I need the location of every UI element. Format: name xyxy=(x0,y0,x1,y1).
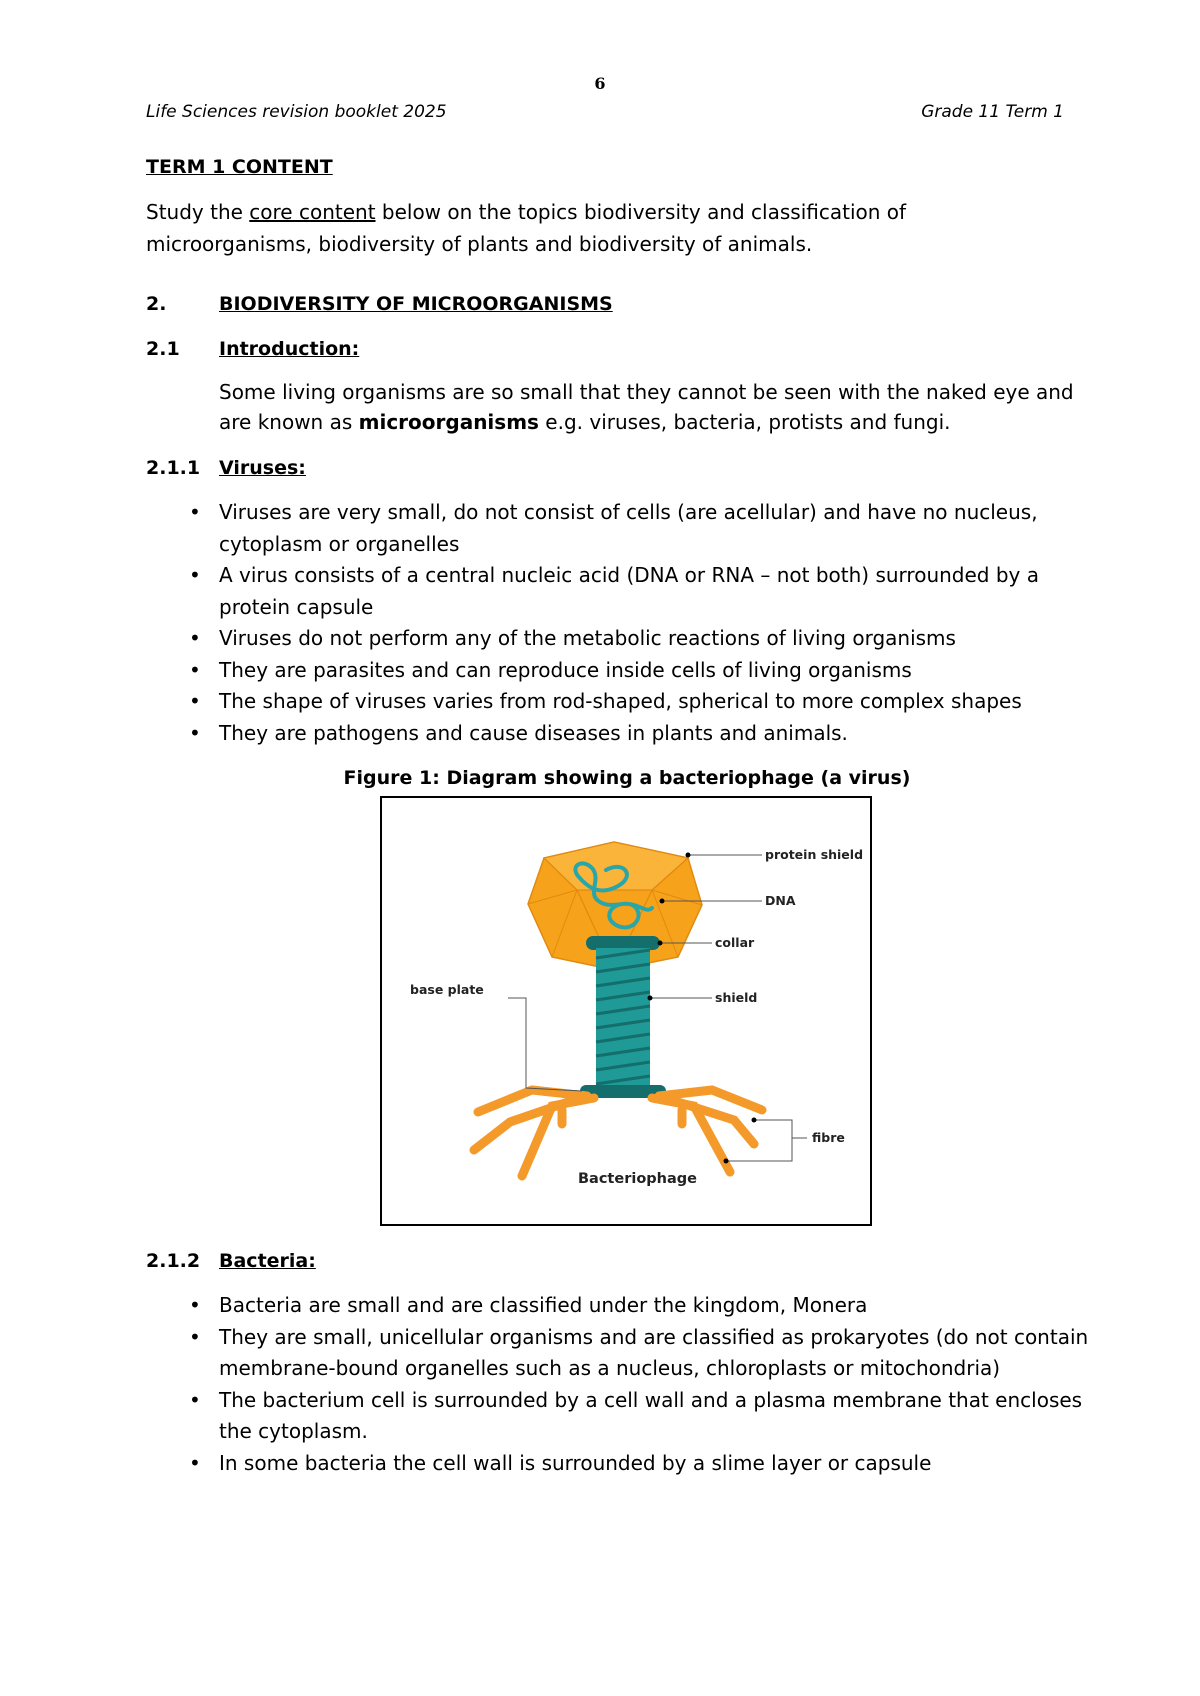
list-item: • They are small, unicellular organisms and are classified as prokaryotes (do not contain membrane-bound organelles such as a nucleus, chloroplasts or mitochondria) xyxy=(219,1322,1109,1385)
label-dna: DNA xyxy=(765,893,796,908)
section-2-1-number: 2.1 xyxy=(146,338,180,360)
section-2-1-2-number: 2.1.2 xyxy=(146,1250,201,1272)
section-2-number: 2. xyxy=(146,293,167,315)
section-2-1-1-number: 2.1.1 xyxy=(146,457,201,479)
page-number: 6 xyxy=(594,74,606,93)
microorganisms-term: microorganisms xyxy=(358,410,539,434)
section-2-1-2-title: Bacteria: xyxy=(219,1250,316,1272)
intro-text-end: below on the topics biodiversity and classification of microorganisms, biodiversity of plants and biodiversity of animals. xyxy=(146,200,907,256)
list-item: • They are parasites and can reproduce inside cells of living organisms xyxy=(219,655,1109,687)
introduction-paragraph xyxy=(219,377,1109,437)
label-collar: collar xyxy=(715,935,755,950)
section-2-1-1-title: Viruses: xyxy=(219,457,306,479)
section-2-1-title: Introduction: xyxy=(219,338,360,360)
label-fibre: fibre xyxy=(812,1130,845,1145)
label-shield: shield xyxy=(715,990,758,1005)
term-intro xyxy=(146,196,1066,260)
list-item: • A virus consists of a central nucleic acid (DNA or RNA – not both) surrounded by a protein capsule xyxy=(219,560,1109,623)
viruses-bullet-list xyxy=(219,497,1109,749)
list-item: • They are pathogens and cause diseases in plants and animals. xyxy=(219,718,1109,750)
intro-para-end: e.g. viruses, bacteria, protists and fungi. xyxy=(538,410,951,434)
label-base-plate: base plate xyxy=(410,982,484,997)
figure-1-caption: Figure 1: Diagram showing a bacteriophage (a virus) xyxy=(343,767,911,789)
tail-sheath-icon xyxy=(596,948,650,1088)
label-protein-shield: protein shield xyxy=(765,847,864,862)
bacteriophage-figure xyxy=(380,796,872,1226)
section-2-title: BIODIVERSITY OF MICROORGANISMS xyxy=(219,293,613,315)
collar-icon xyxy=(586,936,660,950)
intro-core-content: core content xyxy=(249,200,376,224)
intro-para-start: Some living organisms are so small that they cannot be seen with the naked eye and are known as xyxy=(219,380,1074,434)
figure-title-bacteriophage: Bacteriophage xyxy=(578,1171,697,1187)
bacteria-bullet-list xyxy=(219,1290,1109,1479)
list-item: • Viruses are very small, do not consist of cells (are acellular) and have no nucleus, cytoplasm or organelles xyxy=(219,497,1109,560)
term-title: TERM 1 CONTENT xyxy=(146,156,333,178)
list-item: • The shape of viruses varies from rod-shaped, spherical to more complex shapes xyxy=(219,686,1109,718)
header-booklet-title: Life Sciences revision booklet 2025 xyxy=(146,102,447,122)
header-grade-term: Grade 11 Term 1 xyxy=(921,102,1064,122)
list-item: • The bacterium cell is surrounded by a cell wall and a plasma membrane that encloses the cytoplasm. xyxy=(219,1385,1109,1448)
list-item: • Viruses do not perform any of the metabolic reactions of living organisms xyxy=(219,623,1109,655)
list-item: • Bacteria are small and are classified under the kingdom, Monera xyxy=(219,1290,1109,1322)
list-item: • In some bacteria the cell wall is surrounded by a slime layer or capsule xyxy=(219,1448,1109,1480)
bacteriophage-diagram xyxy=(382,798,869,1223)
tail-fibres-icon xyxy=(474,1090,762,1176)
intro-text-start: Study the xyxy=(146,200,250,224)
